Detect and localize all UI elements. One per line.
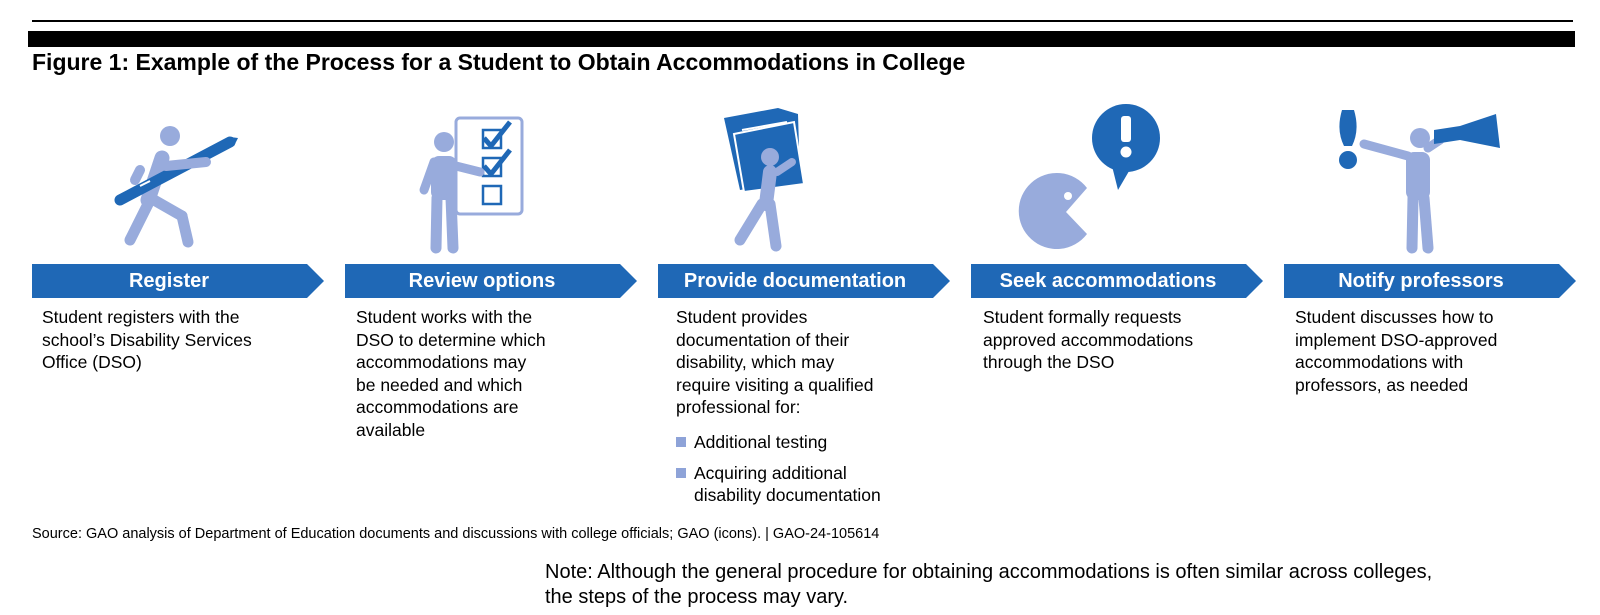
- bullet-text: disability documentation: [694, 485, 881, 505]
- bullet-text: Additional testing: [694, 432, 828, 452]
- step-description-notify-professors: [1295, 306, 1497, 396]
- figure-title: Figure 1: Example of the Process for a Student to Obtain Accommodations in College: [32, 49, 966, 75]
- description-line: professional for:: [676, 397, 801, 417]
- step-description-review-options: [356, 306, 546, 441]
- description-line: accommodations may: [356, 352, 527, 372]
- description-line: accommodations are: [356, 397, 519, 417]
- step-label: Provide documentation: [683, 270, 907, 292]
- person-with-megaphone-icon: [1316, 100, 1536, 255]
- step-description-seek-accommodations: [983, 306, 1193, 374]
- bullet-text: Acquiring additional: [694, 462, 847, 483]
- description-line: Office (DSO): [42, 352, 142, 372]
- square-bullet-icon: [676, 468, 686, 478]
- step-label: Review options: [408, 270, 556, 292]
- figure-note: [545, 560, 1432, 610]
- description-line: disability, which may: [676, 352, 835, 372]
- person-carrying-folder-icon: [682, 100, 902, 255]
- top-rule: [32, 20, 1573, 22]
- description-line: DSO to determine which: [356, 329, 546, 350]
- speaking-head-exclamation-icon: [1000, 100, 1220, 255]
- bullet-item: [676, 431, 881, 454]
- step-label: Register: [128, 270, 210, 292]
- title-band: [28, 31, 1575, 47]
- description-line: available: [356, 419, 426, 440]
- description-line: Student provides: [676, 307, 808, 327]
- description-line: school’s Disability Services: [42, 329, 252, 350]
- note-line: the steps of the process may vary.: [545, 586, 849, 608]
- step-seek-accommodations: [971, 264, 1263, 298]
- person-with-pen-icon: [70, 100, 290, 255]
- step-description-provide-documentation: [676, 306, 873, 419]
- description-line: professors, as needed: [1295, 374, 1469, 395]
- note-line: Note: Although the general procedure for obtaining accommodations is often similar across colleges,: [545, 561, 1433, 583]
- documentation-bullet-list: [676, 431, 881, 515]
- description-line: require visiting a qualified: [676, 374, 874, 395]
- step-register: [32, 264, 324, 298]
- square-bullet-icon: [676, 437, 686, 447]
- source-note: Source: GAO analysis of Department of Education documents and discussions with college officials; GAO (icons). | GAO-24-105614: [32, 526, 880, 542]
- step-label: Seek accommodations: [999, 270, 1217, 292]
- description-line: Student works with the: [356, 307, 533, 327]
- step-description-register: [42, 306, 252, 374]
- description-line: accommodations with: [1295, 352, 1464, 372]
- description-line: Student registers with the: [42, 307, 240, 327]
- step-notify-professors: [1284, 264, 1576, 298]
- description-line: approved accommodations: [983, 329, 1194, 350]
- description-line: documentation of their: [676, 329, 850, 350]
- person-with-checklist-icon: [376, 100, 596, 255]
- description-line: Student formally requests: [983, 307, 1182, 327]
- step-label: Notify professors: [1338, 270, 1504, 292]
- description-line: through the DSO: [983, 352, 1115, 372]
- bullet-item: [676, 462, 881, 507]
- step-review-options: [345, 264, 637, 298]
- description-line: be needed and which: [356, 374, 523, 395]
- description-line: Student discusses how to: [1295, 307, 1494, 327]
- description-line: implement DSO-approved: [1295, 329, 1498, 350]
- step-provide-documentation: [658, 264, 950, 298]
